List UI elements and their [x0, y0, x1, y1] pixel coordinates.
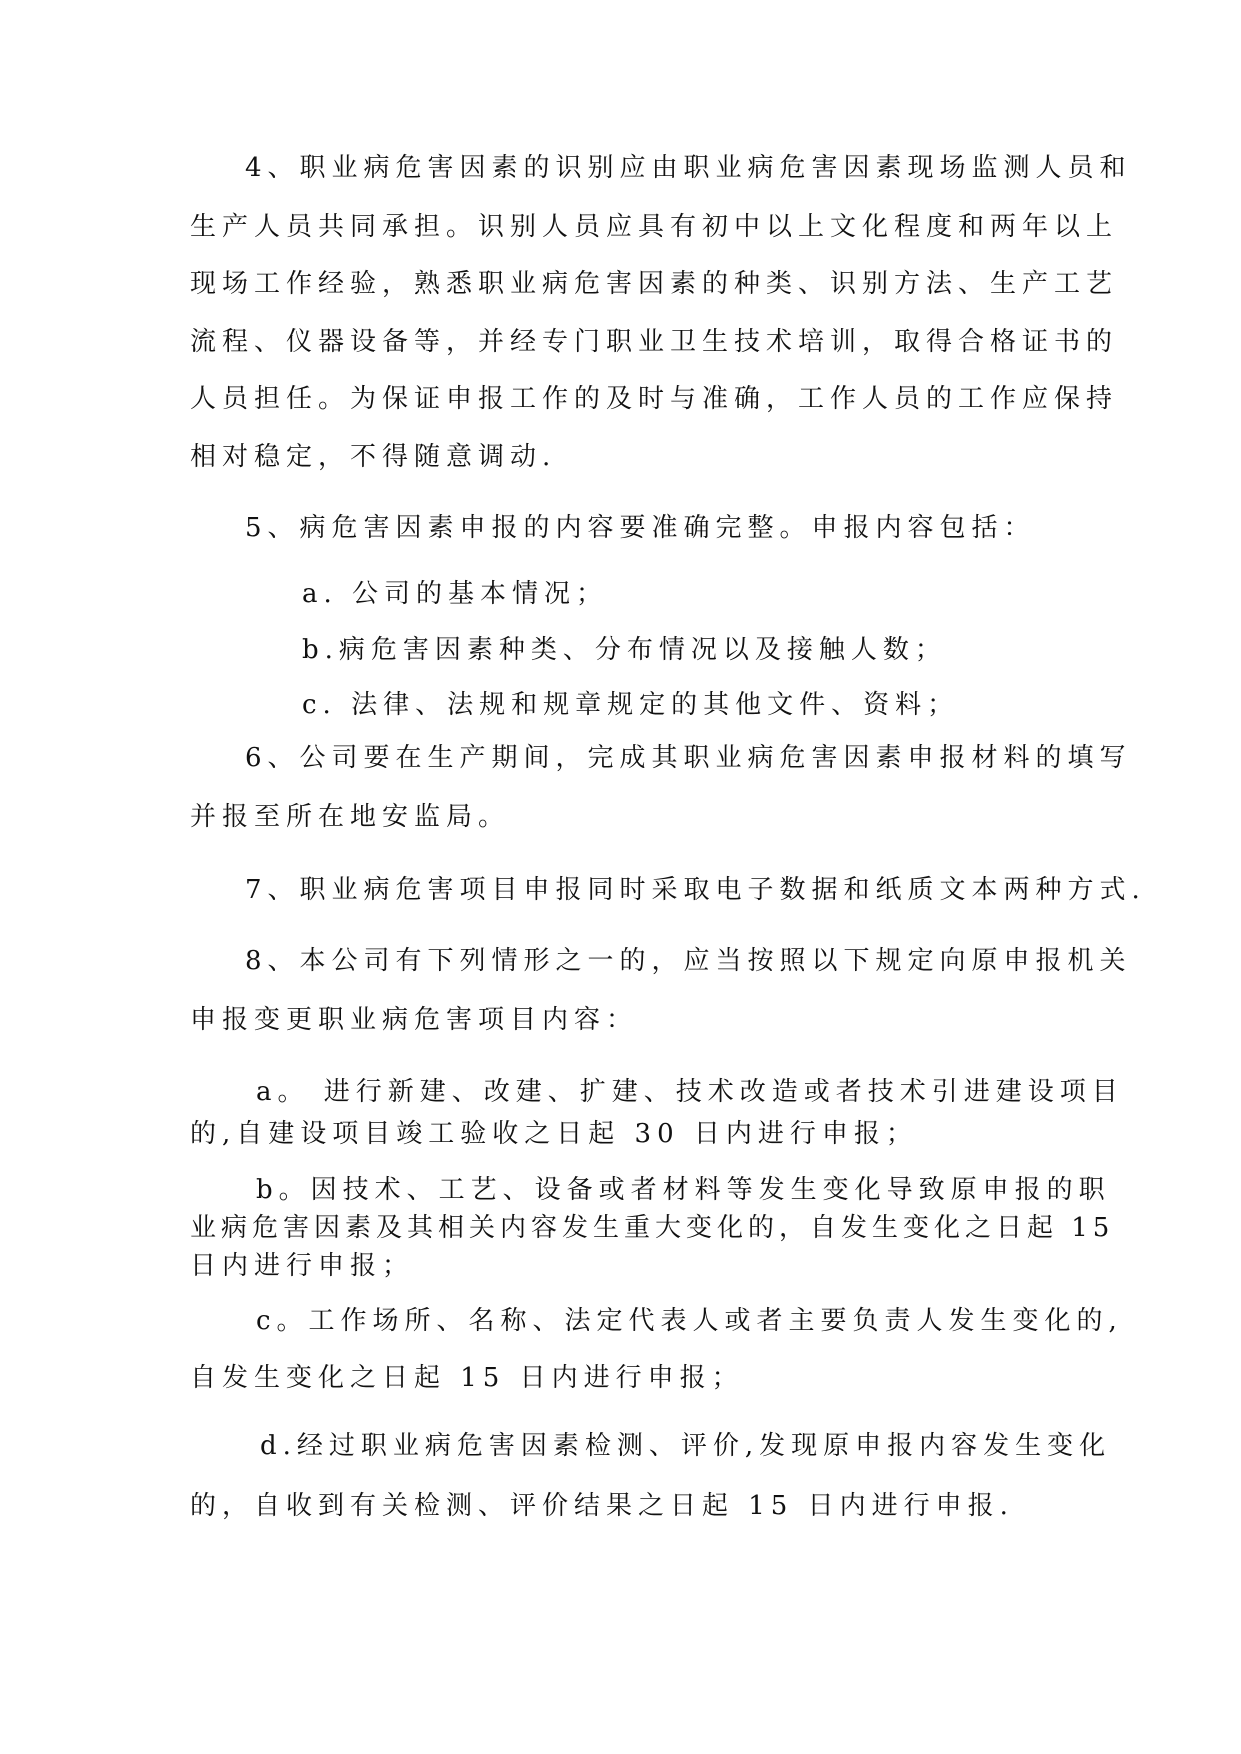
paragraph-7: 7、职业病危害项目申报同时采取电子数据和纸质文本两种方式. — [245, 875, 1146, 905]
paragraph-4-line-1: 4、职业病危害因素的识别应由职业病危害因素现场监测人员和 — [245, 153, 1132, 183]
item-8c-line-1: c。工作场所、名称、法定代表人或者主要负责人发生变化的, — [256, 1306, 1123, 1336]
item-8d-line-2: 的，自收到有关检测、评价结果之日起 15 日内进行申报. — [190, 1491, 1014, 1521]
item-8a-line-2: 的,自建设项目竣工验收之日起 30 日内进行申报； — [190, 1119, 918, 1149]
paragraph-8-line-1: 8、本公司有下列情形之一的，应当按照以下规定向原申报机关 — [245, 946, 1132, 976]
list-item-5c: c. 法律、法规和规章规定的其他文件、资料； — [302, 690, 960, 720]
item-8d-line-1: d.经过职业病危害因素检测、评价,发现原申报内容发生变化 — [260, 1431, 1112, 1461]
item-8a-line-1: a。 进行新建、改建、扩建、技术改造或者技术引进建设项目 — [256, 1077, 1124, 1107]
paragraph-5-heading: 5、病危害因素申报的内容要准确完整。申报内容包括： — [245, 513, 1036, 543]
paragraph-6-line-1: 6、公司要在生产期间，完成其职业病危害因素申报材料的填写 — [245, 743, 1132, 773]
list-item-5a: a. 公司的基本情况； — [302, 579, 609, 609]
item-8b-line-1: b。因技术、工艺、设备或者材料等发生变化导致原申报的职 — [256, 1175, 1111, 1205]
item-8b-line-3: 日内进行申报； — [190, 1251, 415, 1281]
paragraph-4-line-2: 生产人员共同承担。识别人员应具有初中以上文化程度和两年以上 — [190, 212, 1119, 242]
paragraph-4-line-3: 现场工作经验，熟悉职业病危害因素的种类、识别方法、生产工艺 — [190, 269, 1119, 299]
paragraph-4-line-6: 相对稳定，不得随意调动. — [190, 442, 557, 472]
item-8b-line-2: 业病危害因素及其相关内容发生重大变化的，自发生变化之日起 15 — [190, 1213, 1115, 1243]
paragraph-6-line-2: 并报至所在地安监局。 — [190, 802, 511, 832]
paragraph-4-line-5: 人员担任。为保证申报工作的及时与准确，工作人员的工作应保持 — [190, 384, 1119, 414]
paragraph-4-line-4: 流程、仪器设备等，并经专门职业卫生技术培训，取得合格证书的 — [190, 327, 1119, 357]
item-8c-line-2: 自发生变化之日起 15 日内进行申报； — [190, 1363, 744, 1393]
list-item-5b: b.病危害因素种类、分布情况以及接触人数； — [302, 635, 947, 665]
paragraph-8-line-2: 申报变更职业病危害项目内容： — [190, 1005, 639, 1035]
